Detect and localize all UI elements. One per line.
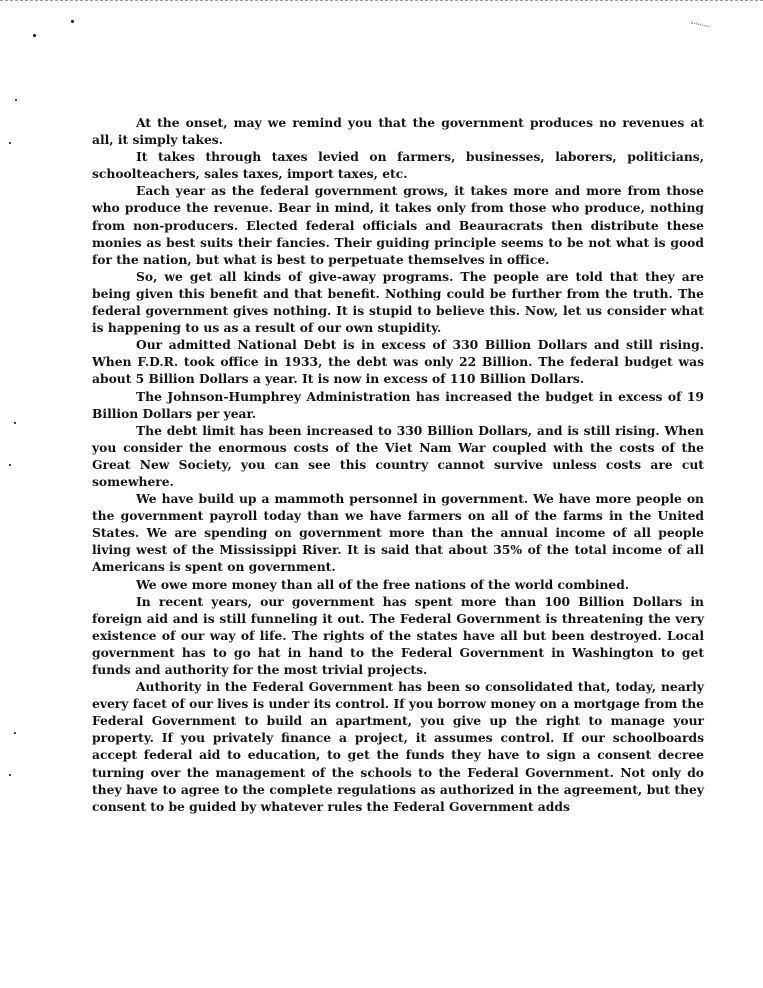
paragraph-administration-budget: The Johnson-Humphrey Administration has increased the budget in excess of 19 Billion Dollars per year. — [92, 388, 704, 421]
paragraph-foreign-aid: In recent years, our government has spent more than 100 Billion Dollars in foreign aid and is still funneling it out. The Federal Government is threatening the very existence of our way of life. The rights of the states have all but been destroyed. Local government has to go hat in hand to the Federal Government in Washington to get funds and authority for the most trivial projects. — [92, 593, 704, 677]
paragraph-national-debt: Our admitted National Debt is in excess of 330 Billion Dollars and still rising. When F.D.R. took office in 1933, the debt was only 22 Billion. The federal budget was about 5 Billion Dollars a year. It is now in excess of 110 Billion Dollars. — [92, 337, 704, 387]
paragraph-authority: Authority in the Federal Government has been so consolidated that, today, nearly every facet of our lives is under its control. If you borrow money on a mortgage from the Federal Government to build an apartment, you give up the right to manage your property. If you privately finance a project, it assumes control. If our schoolboards accept federal aid to education, to get the funds they have to sign a consent decree turning over the management of the schools to the Federal Government. Not only do they have to agree to the complete regulations as authorized in the agreement, but they consent to be guided by whatever rules the Federal Government adds — [92, 679, 704, 814]
scan-speck — [33, 34, 36, 37]
paragraph-owe-money: We owe more money than all of the free nations of the world combined. — [136, 576, 630, 592]
scan-speck — [14, 422, 16, 424]
scan-speck — [14, 732, 16, 734]
scan-speck — [9, 774, 11, 776]
scan-speck — [15, 99, 17, 101]
scan-speck — [71, 20, 74, 23]
document-body — [92, 114, 704, 815]
paragraph-federal-growth: Each year as the federal government grows, it takes more and more from those who produce the revenue. Bear in mind, it takes only from those who produce, nothing from non-producers. Elected federal officials and Beauracrats then distribute these monies as best suits their fancies. Their guiding principle seems to be not what is good for the nation, but what is best to perpetuate themselves in office. — [92, 183, 704, 267]
paragraph-onset: At the onset, may we remind you that the government produces no revenues at all, it simply takes. — [92, 115, 704, 148]
paragraph-debt-limit: The debt limit has been increased to 330 Billion Dollars, and is still rising. When you consider the enormous costs of the Viet Nam War coupled with the costs of the Great New Society, you can see this country cannot survive unless costs are cut somewhere. — [92, 422, 704, 489]
paragraph-taxes: It takes through taxes levied on farmers, businesses, laborers, politicians, schoolteachers, sales taxes, import taxes, etc. — [92, 149, 704, 182]
paragraph-government-personnel: We have build up a mammoth personnel in government. We have more people on the government payroll today than we have farmers on all of the farms in the United States. We are spending on government more than the annual income of all people living west of the Mississippi River. It is said that about 35% of the total income of all Americans is spent on government. — [92, 491, 704, 575]
scan-speck — [9, 142, 11, 144]
paragraph-give-away: So, we get all kinds of give-away programs. The people are told that they are being given this benefit and that benefit. Nothing could be further from the truth. The federal government gives nothing. It is stupid to believe this. Now, let us consider what is happening to us as a result of our own stupidity. — [92, 268, 704, 336]
scan-speck — [9, 464, 11, 466]
scan-top-edge — [0, 0, 763, 1]
scan-corner-mark — [689, 22, 708, 35]
